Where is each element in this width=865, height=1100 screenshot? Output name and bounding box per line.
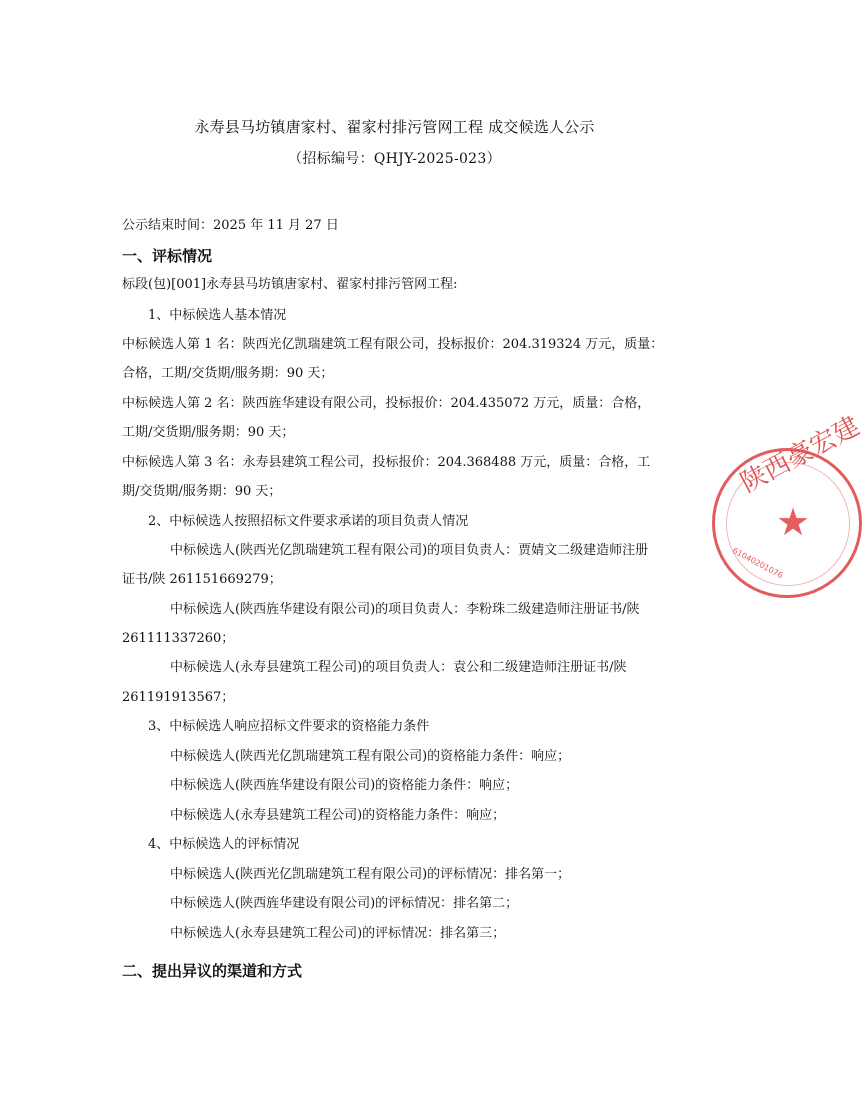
project-manager-1-line-2: 证书/陕 261151669279；: [122, 572, 282, 587]
stamp-star-icon: ★: [775, 500, 811, 544]
subsection-3-title: 3、中标候选人响应招标文件要求的资格能力条件: [148, 719, 430, 734]
evaluation-3: 中标候选人(永寿县建筑工程公司)的评标情况：排名第三；: [170, 926, 506, 941]
subsection-1-title: 1、中标候选人基本情况: [148, 308, 287, 323]
notice-end-time: 公示结束时间：2025 年 11 月 27 日: [122, 218, 339, 233]
tender-number: （招标编号：QHJY-2025-023）: [288, 151, 501, 167]
subsection-2-title: 2、中标候选人按照招标文件要求承诺的项目负责人情况: [148, 514, 469, 529]
evaluation-2: 中标候选人(陕西旌华建设有限公司)的评标情况：排名第二；: [170, 896, 519, 911]
project-manager-3-line-1: 中标候选人(永寿县建筑工程公司)的项目负责人：袁公和二级建造师注册证书/陕: [170, 660, 627, 675]
project-manager-1-line-1: 中标候选人(陕西光亿凯瑞建筑工程有限公司)的项目负责人：贾婧文二级建造师注册: [170, 543, 649, 558]
official-seal-stamp: [712, 411, 865, 598]
subsection-4-title: 4、中标候选人的评标情况: [148, 837, 300, 852]
project-manager-3-line-2: 261191913567；: [122, 690, 235, 705]
candidate-1-line-1: 中标候选人第 1 名：陕西光亿凯瑞建筑工程有限公司，投标报价：204.319324 万元，质量：: [122, 337, 664, 352]
qualification-2: 中标候选人(陕西旌华建设有限公司)的资格能力条件：响应；: [170, 778, 519, 793]
candidate-2-line-2: 工期/交货期/服务期：90 天；: [122, 425, 295, 440]
qualification-1: 中标候选人(陕西光亿凯瑞建筑工程有限公司)的资格能力条件：响应；: [170, 749, 571, 764]
candidate-1-line-2: 合格，工期/交货期/服务期：90 天；: [122, 366, 334, 381]
page-title: 永寿县马坊镇唐家村、翟家村排污管网工程 成交候选人公示: [194, 118, 595, 136]
project-manager-2-line-2: 261111337260；: [122, 631, 235, 646]
qualification-3: 中标候选人(永寿县建筑工程公司)的资格能力条件：响应；: [170, 808, 506, 823]
lot-line: 标段(包)[001]永寿县马坊镇唐家村、翟家村排污管网工程:: [122, 277, 458, 292]
candidate-3-line-1: 中标候选人第 3 名：永寿县建筑工程公司，投标报价：204.368488 万元，质量：合格，工: [122, 455, 651, 470]
evaluation-1: 中标候选人(陕西光亿凯瑞建筑工程有限公司)的评标情况：排名第一；: [170, 867, 571, 882]
stamp-code: 61040201076: [730, 546, 785, 581]
candidate-3-line-2: 期/交货期/服务期：90 天；: [122, 484, 282, 499]
section-1-heading: 一、评标情况: [122, 247, 213, 265]
candidate-2-line-1: 中标候选人第 2 名：陕西旌华建设有限公司，投标报价：204.435072 万元，质量：合格，: [122, 396, 651, 411]
section-2-heading: 二、提出异议的渠道和方式: [122, 962, 303, 980]
stamp-text: 陕西豪宏建: [735, 411, 865, 499]
project-manager-2-line-1: 中标候选人(陕西旌华建设有限公司)的项目负责人：李粉珠二级建造师注册证书/陕: [170, 602, 640, 617]
